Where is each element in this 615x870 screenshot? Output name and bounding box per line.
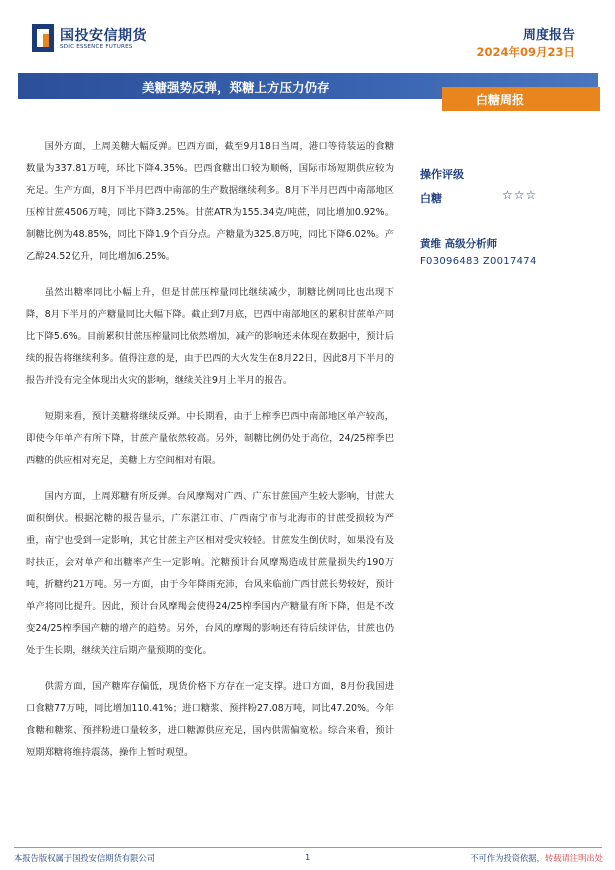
- body-paragraph: 短期来看，预计美糖将继续反弹。中长期看，由于上榨季巴西中南部地区单产较高，即使今年单产有所下降，甘蔗产量依然较高。另外，制糖比例仍处于高位，24/25榨季巴西糖的供应相对充足，美糖上方空间相对有限。: [26, 411, 394, 466]
- main-body: [26, 136, 394, 778]
- section-tab-label: 白糖周报: [476, 93, 525, 107]
- rating-stars-icon: ☆☆☆: [502, 188, 538, 202]
- analyst-name: 黄维 高级分析师: [420, 238, 498, 250]
- footer-disclaimer: [470, 852, 603, 864]
- page-title: 美糖强势反弹，郑糖上方压力仍存: [142, 80, 330, 95]
- footer-divider: [14, 847, 602, 848]
- logo-mark-icon: [32, 24, 54, 52]
- body-paragraph: 国外方面，上周美糖大幅反弹。巴西方面，截至9月18日当周，港口等待装运的食糖数量为337.81万吨，环比下降4.35%。巴西食糖出口较为顺畅，国际市场短期供应较为充足。生产方面，8月下半月巴西中南部的生产数据继续利多。8月下半月巴西中南部地区压榨甘蔗4506万吨，同比下降3.25%。甘蔗ATR为155.34克/吨蔗，同比增加0.92%。制糖比例为48.85%，同比下降1.9个百分点。产糖量为325.8万吨，同比下降6.02%。产乙醇24.52亿升，同比增加6.25%。: [26, 141, 394, 262]
- report-date: 2024年09月23日: [476, 45, 575, 59]
- report-type: 周度报告: [522, 28, 575, 43]
- footer-disclaimer-text: 不可作为投资依据，: [470, 853, 545, 863]
- analyst-certification: F03096483 Z0017474: [420, 256, 537, 267]
- footer-disclaimer-highlight: 转载请注明出处: [544, 853, 603, 863]
- body-paragraph: 虽然出糖率同比小幅上升，但是甘蔗压榨量同比继续减少，制糖比例同比也出现下降，8月下半月的产糖量同比大幅下降。截止到7月底，巴西中南部地区的累积甘蔗单产同比下降5.6%。目前累积甘蔗压榨量同比依然增加，减产的影响还未体现在数据中，预计后续的报告将继续利多。值得注意的是，由于巴西的大火发生在8月22日，因此8月下半月的报告并没有完全体现出火灾的影响，继续关注9月上半月的报告。: [26, 287, 394, 386]
- body-paragraph: 国内方面，上周郑糖有所反弹。台风摩羯对广西、广东甘蔗国产生较大影响，甘蔗大面积倒伏。根据沱糖的报告显示，广东湛江市、广西南宁市与北海市的甘蔗受损较为严重，南宁也受到一定影响，其它甘蔗主产区相对受灾较轻。甘蔗发生倒伏时，如果没有及时扶正，会对单产和出糖率产生一定影响。沱糖预计台风摩羯造成甘蔗量损失约190万吨，折糖约21万吨。另一方面，由于今年降雨充沛，台风来临前广西甘蔗长势较好，预计单产将同比提升。因此，预计台风摩羯会使得24/25榨季国内产糖量有所下降，但是不改变24/25榨季国产糖的增产的趋势。另外，台风的摩羯的影响还有待后续评估，甘蔗也仍处于生长期，继续关注后期产量预期的变化。: [26, 491, 394, 656]
- section-tab: [442, 87, 600, 111]
- logo-text-en: SDIC ESSENCE FUTURES: [60, 44, 133, 50]
- page-number: 1: [305, 852, 311, 862]
- footer-copyright: 本报告版权属于国投安信期货有限公司: [14, 853, 156, 863]
- sidebar: [420, 166, 600, 274]
- company-logo: [32, 22, 147, 58]
- rating-label: 操作评级: [420, 168, 464, 181]
- logo-text-cn: 国投安信期货: [60, 28, 147, 44]
- rating-row: [420, 188, 600, 212]
- rating-commodity: 白糖: [420, 192, 442, 205]
- body-paragraph: 供需方面，国产糖库存偏低，现货价格下方存在一定支撑。进口方面，8月份我国进口食糖77万吨，同比增加110.41%；进口糖浆、预拌粉27.08万吨，同比47.20%。今年食糖和糖浆、预拌粉进口量较多，进口糖源供应充足，国内供需偏宽松。综合来看，预计短期郑糖将维持震荡，操作上暂时观望。: [26, 681, 394, 758]
